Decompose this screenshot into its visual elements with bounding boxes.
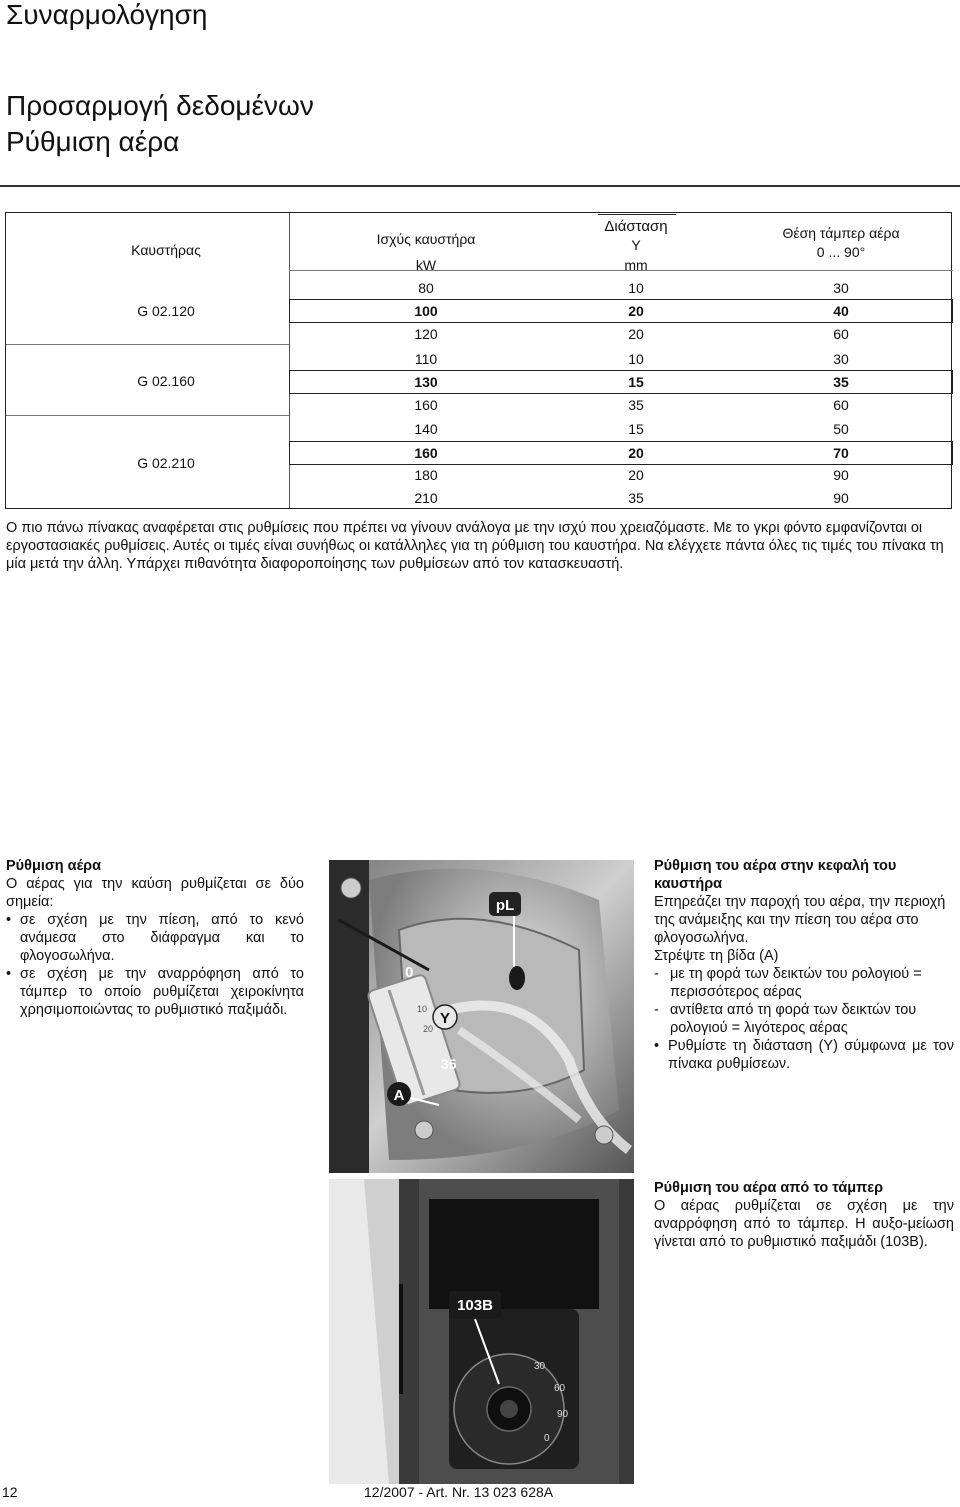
group-divider (6, 415, 289, 416)
power-value: 180 (414, 467, 438, 483)
header-dim: Διάσταση (604, 218, 668, 235)
section-title-line-2: Ρύθμιση αέρα (6, 126, 180, 157)
settings-table (5, 212, 952, 509)
scale-35-label: 35 (441, 1056, 457, 1072)
power-value: 140 (414, 421, 438, 437)
dim-value: 20 (628, 303, 644, 319)
header-dim-rule (598, 214, 676, 215)
damper-air-setting-section (654, 1179, 954, 1251)
dim-value: 20 (628, 445, 644, 461)
dim-value: 35 (628, 397, 644, 413)
scale-mark: 10 (417, 1004, 428, 1014)
header-dim-unit: mm (624, 257, 648, 273)
bullet-item: • σε σχέση με την πίεση, από το κενό ανάμεσα στο διάφραγμα και το φλογοσωλήνα. (6, 911, 304, 965)
damper-value: 70 (833, 445, 849, 461)
dial-mark: 30 (534, 1361, 546, 1372)
dial-mark: 0 (544, 1433, 550, 1444)
air-setting-section (6, 857, 304, 1019)
paragraph: Στρέψτε τη βίδα (A) (654, 948, 779, 964)
a-label: A (393, 1087, 405, 1104)
document-reference: 12/2007 - Art. Nr. 13 023 628A (364, 1484, 554, 1500)
dim-value: 35 (628, 490, 644, 506)
dial-mark: 90 (557, 1409, 569, 1420)
bullet-item: • Ρυθμίστε τη διάσταση (Y) σύμφωνα με τον πίνακα ρυθμίσεων. (654, 1037, 954, 1073)
power-value: 160 (414, 397, 438, 413)
power-value: 160 (414, 445, 438, 461)
damper-value: 30 (833, 280, 849, 296)
power-value: 210 (414, 490, 438, 506)
top-divider (0, 185, 960, 187)
section-heading: Ρύθμιση του αέρα από το τάμπερ (654, 1180, 884, 1196)
section-heading: Ρύθμιση του αέρα στην κεφαλή του καυστήρα (654, 858, 897, 892)
dim-value: 15 (628, 421, 644, 437)
section-title-line-1: Προσαρμογή δεδομένων (6, 90, 314, 121)
dim-value: 10 (628, 351, 644, 367)
burner-model: G 02.160 (137, 373, 195, 389)
damper-value: 40 (833, 303, 849, 319)
power-value: 80 (418, 280, 434, 296)
header-damper-range: 0 ... 90° (816, 244, 866, 260)
header-burner: Καυστήρας (131, 242, 201, 258)
burner-head-photo (329, 860, 634, 1173)
header-power: Ισχύς καυστήρα (376, 231, 476, 247)
dash-item: - με τη φορά των δεικτών του ρολογιού = περισσότερος αέρας (654, 966, 922, 1000)
y-label: Y (439, 1010, 451, 1027)
section-heading: Ρύθμιση αέρα (6, 858, 101, 874)
dim-value: 20 (628, 467, 644, 483)
dial-mark: 60 (554, 1383, 566, 1394)
dash-item: - αντίθετα από τη φορά των δεικτών του ρολογιού = λιγότερος αέρας (654, 1002, 917, 1036)
bullet-item: • σε σχέση με την αναρρόφηση από το τάμπερ το οποίο ρυθμίζεται χειροκίνητα χρησιμοποιώντας το ρυθμιστικό παξιμάδι. (6, 965, 304, 1019)
scale-mark: 20 (423, 1024, 434, 1034)
power-value: 120 (414, 326, 438, 342)
header-damper: Θέση τάμπερ αέρα (782, 225, 900, 241)
page-title: Συναρμολόγηση (6, 0, 208, 30)
header-power-unit: kW (415, 257, 437, 273)
burner-head-illustration (329, 860, 634, 1173)
burner-model: G 02.120 (137, 303, 195, 319)
page-number: 12 (2, 1484, 18, 1500)
pl-label: pL (495, 897, 515, 914)
table-note: Ο πιο πάνω πίνακας αναφέρεται στις ρυθμίσεις που πρέπει να γίνουν ανάλογα με την ισχύ που χρειαζόμαστε. Με το γκρι φόντο εμφανίζονται οι εργοστασιακές ρυθμίσεις. Αυτές οι τιμές είναι συνήθως οι κατάλληλες για τη ρύθμιση του καυστήρα. Να ελέγχετε πάντα όλες τις τιμές του πίνακα τη μία μετά την άλλη. Υπάρχει πιθανότητα διαφοροποίησης των ρυθμίσεων από τον κατασκευαστή. (6, 520, 944, 572)
paragraph: Επηρεάζει την παροχή του αέρα, την περιοχή της ανάμειξης και την πίεση του αέρα στο φλογοσωλήνα. (654, 894, 946, 946)
damper-value: 50 (833, 421, 849, 437)
group-divider (6, 344, 289, 345)
dim-value: 15 (628, 374, 644, 390)
damper-value: 90 (833, 467, 849, 483)
damper-illustration (329, 1179, 634, 1484)
power-value: 110 (414, 351, 438, 367)
103b-label: 103B (457, 1297, 493, 1314)
power-value: 130 (414, 374, 438, 390)
power-value: 100 (414, 303, 438, 319)
paragraph: Ο αέρας ρυθμίζεται σε σχέση με την αναρρόφηση από το τάμπερ. Η αυξο-μείωση γίνεται από το ρυθμιστικό παξιμάδι (103B). (654, 1198, 954, 1250)
damper-photo (329, 1179, 634, 1484)
header-dim-symbol: Y (631, 237, 641, 253)
damper-value: 60 (833, 397, 849, 413)
damper-value: 60 (833, 326, 849, 342)
zero-label: 0 (405, 964, 414, 981)
damper-value: 90 (833, 490, 849, 506)
dim-value: 10 (628, 280, 644, 296)
paragraph: Ο αέρας για την καύση ρυθμίζεται σε δύο σημεία: (6, 876, 304, 910)
damper-value: 30 (833, 351, 849, 367)
dim-value: 20 (628, 326, 644, 342)
section-title (6, 88, 314, 160)
burner-model: G 02.210 (137, 455, 195, 471)
damper-value: 35 (833, 374, 849, 390)
head-air-setting-section (654, 857, 954, 1073)
